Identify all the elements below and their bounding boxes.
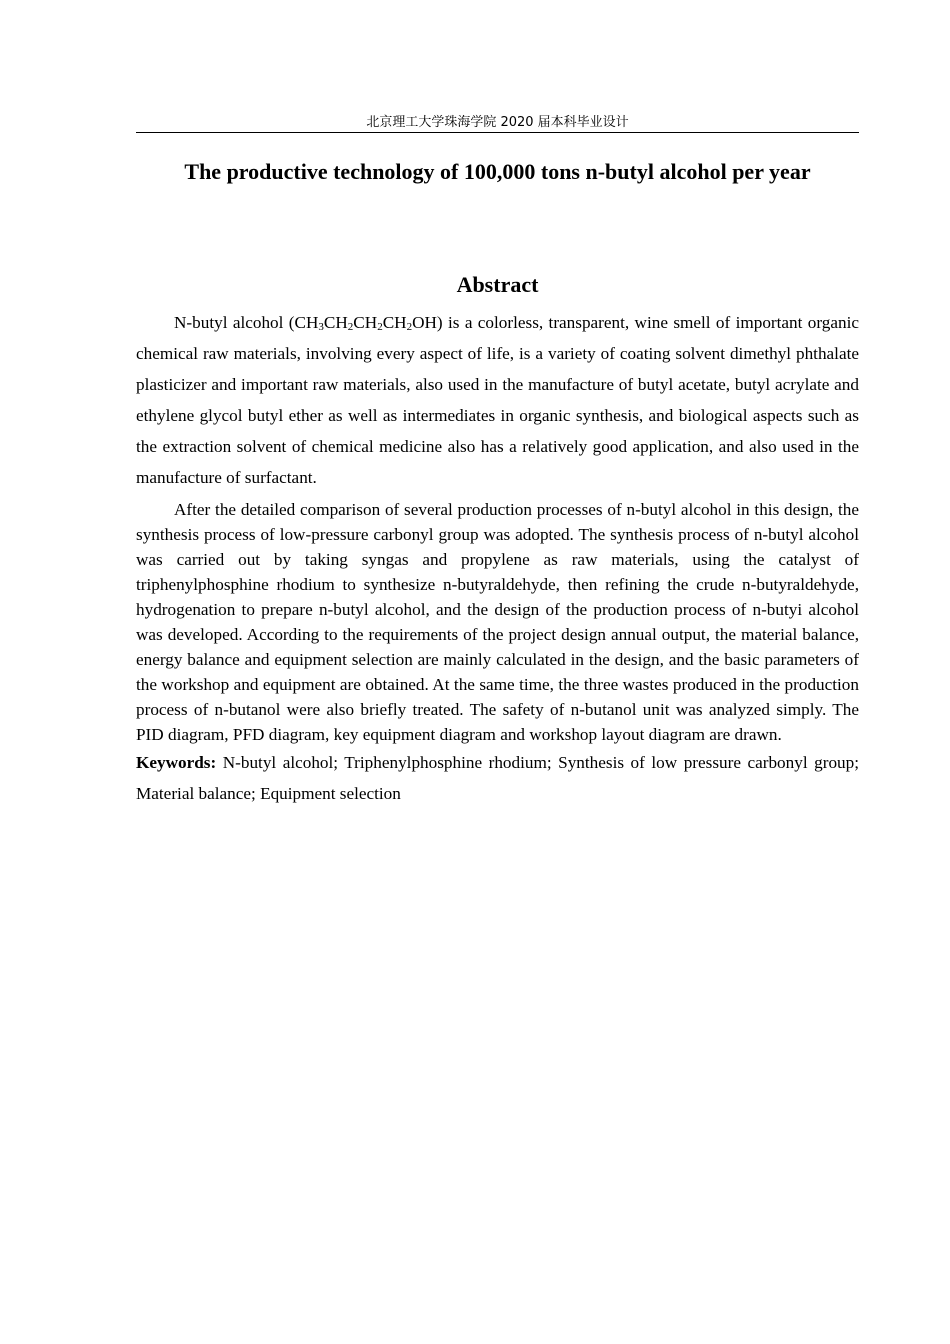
para1-lead: N-butyl alcohol [174,313,289,332]
abstract-paragraph-2: After the detailed comparison of several production processes of n-butyl alcohol in this design, the synthesis process of low-pressure carbonyl group was adopted. The synthesis process of n-butyl alcohol was carried out by taking syngas and propylene as raw materials, using the catalyst of triphenylphosphine rhodium to synthesize n-butyraldehyde, then refining the crude n-butyraldehyde, hydrogenation to prepare n-butyl alcohol, and the design of the production process of n-butyi alcohol was developed. According to the requirements of the project design annual output, the material balance, energy balance and equipment selection are mainly calculated in the design, and the basic parameters of the workshop and equipment are obtained. At the same time, the three wastes produced in the production process of n-butanol were also briefly treated. The safety of n-butanol unit was analyzed simply. The PID diagram, PFD diagram, key equipment diagram and workshop layout diagram are drawn. [136,500,859,744]
abstract-body [136,307,859,809]
chemical-formula: $(CH_3CH_2CH_2CH_2OH)$ [288,313,443,333]
para1-rest: is a colorless, transparent, wine smell of important organic chemical raw materials, involving every aspect of life, is a variety of coating solvent dimethyl phthalate plasticizer and important raw materials, also used in the manufacture of butyl acetate, butyl acrylate and ethylene glycol butyl ether as well as intermediates in organic synthesis, and biological aspects such as the extraction solvent of chemical medicine also has a relatively good application, and also used in the manufacture of surfactant. [136,313,860,487]
keywords-text: N-butyl alcohol; Triphenylphosphine rhodium; Synthesis of low pressure carbonyl group; Material balance; Equipment selection [136,753,859,803]
header-rule [136,132,859,133]
keywords-line [136,747,859,809]
abstract-paragraph-1 [136,307,859,493]
document-title: The productive technology of 100,000 tons n-butyl alcohol per year [184,159,811,184]
abstract-heading: Abstract [456,272,539,297]
running-header: 北京理工大学珠海学院 2020 届本科毕业设计 [366,115,629,130]
keywords-label: Keywords: [136,753,217,772]
